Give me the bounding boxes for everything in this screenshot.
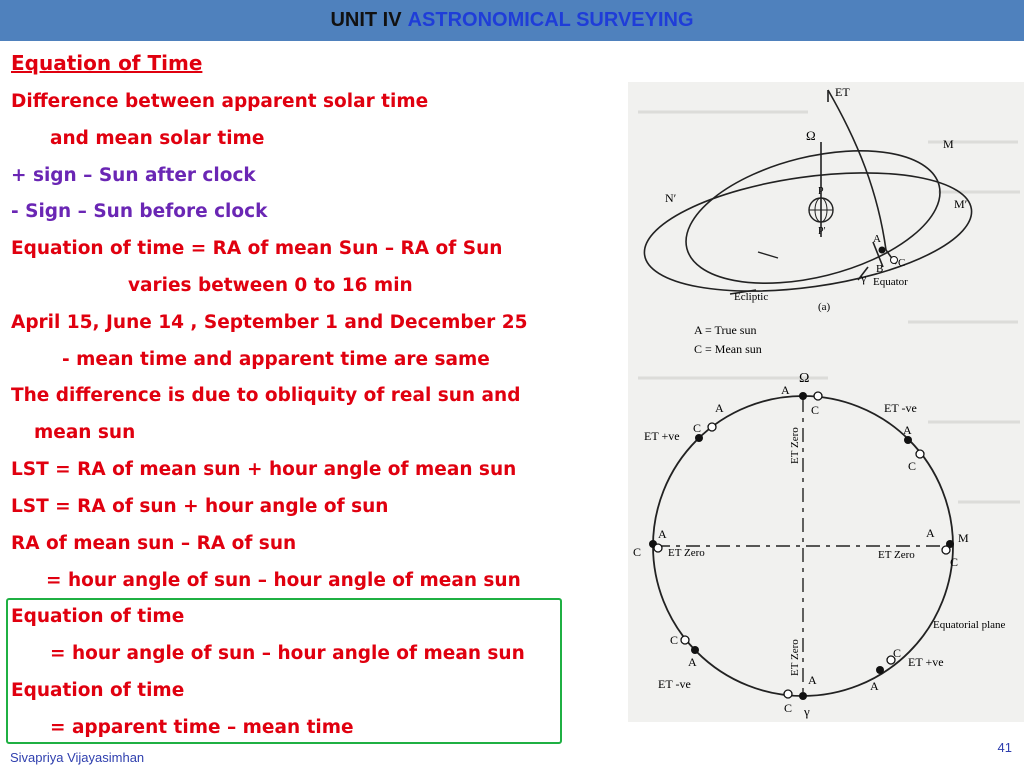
- label-n-prime: N′: [665, 191, 677, 205]
- label-b-top: B: [876, 263, 884, 275]
- circle-label-a-bottom: A: [808, 673, 817, 687]
- et-curve: [828, 90, 886, 250]
- circle-label-a-lower-left: A: [688, 655, 697, 669]
- slide-title-bar: [0, 0, 1024, 41]
- circle-label-et-zero-east: ET Zero: [878, 549, 915, 561]
- text-line-9: The difference is due to obliquity of real sun and: [11, 385, 521, 406]
- text-line-8: - mean time and apparent time are same: [62, 349, 490, 370]
- text-line-13: RA of mean sun – RA of sun: [11, 533, 297, 554]
- circle-label-omega: Ω: [799, 371, 810, 386]
- text-line-2: and mean solar time: [50, 128, 265, 149]
- subject-label: ASTRONOMICAL SURVEYING: [407, 9, 694, 31]
- unit-label: UNIT IV: [330, 9, 402, 31]
- equator-orbit: [672, 127, 953, 306]
- sphere-globe: [809, 198, 833, 222]
- circle-label-et-pos-right: ET +ve: [908, 655, 944, 669]
- figure-svg: [628, 82, 1024, 722]
- circle-label-a-top: A: [781, 383, 790, 397]
- author-footer: Sivapriya Vijayasimhan: [10, 750, 145, 765]
- text-line-16: = hour angle of sun – hour angle of mean sun: [50, 643, 525, 664]
- circle-label-et-zero-west: ET Zero: [668, 547, 705, 559]
- page-number: 41: [997, 740, 1012, 755]
- circle-label-a-lower-right: A: [870, 679, 879, 693]
- text-line-7: April 15, June 14 , September 1 and December 25: [11, 312, 528, 333]
- circle-label-c-east: C: [950, 555, 959, 569]
- equation-circle-diagram: [649, 392, 954, 700]
- circle-label-et-neg-top: ET -ve: [884, 401, 917, 415]
- text-line-14: = hour angle of sun – hour angle of mean sun: [46, 570, 521, 591]
- equation-of-time-figure: [628, 82, 1024, 722]
- circle-label-c-west: C: [633, 545, 642, 559]
- label-part-a: (a): [818, 301, 831, 313]
- text-line-18: = apparent time – mean time: [50, 717, 354, 738]
- true-sun-point: [879, 247, 886, 254]
- circle-label-equatorial-plane: Equatorial plane: [933, 619, 1006, 631]
- label-equator: Equator: [873, 276, 908, 288]
- text-line-4: - Sign – Sun before clock: [11, 201, 268, 222]
- circle-label-et-zero-bottom: ET Zero: [789, 639, 801, 676]
- label-m: M: [943, 137, 954, 151]
- label-p: P: [818, 186, 824, 197]
- circle-label-c-lower-left: C: [670, 633, 679, 647]
- label-c-top: C: [898, 257, 906, 269]
- circle-label-et-neg-bottom: ET -ve: [658, 677, 691, 691]
- circle-label-a-right: A: [903, 423, 912, 437]
- label-m-prime: M′: [954, 197, 968, 211]
- text-line-5: Equation of time = RA of mean Sun – RA of Sun: [11, 238, 503, 259]
- label-omega: Ω: [806, 128, 816, 143]
- legend-true-sun: A = True sun: [694, 323, 757, 337]
- circle-label-gamma: γ: [804, 704, 810, 719]
- circle-label-m: M: [958, 531, 969, 545]
- legend-mean-sun: C = Mean sun: [694, 342, 762, 356]
- text-line-12: LST = RA of sun + hour angle of sun: [11, 496, 389, 517]
- circle-label-et-zero-top: ET Zero: [789, 427, 801, 464]
- label-et: ET: [835, 85, 850, 99]
- text-line-3: + sign – Sun after clock: [11, 165, 256, 186]
- circle-label-a-west: A: [658, 527, 667, 541]
- text-line-6: varies between 0 to 16 min: [128, 275, 413, 296]
- circle-label-c-right: C: [908, 459, 917, 473]
- circle-label-c-bottom: C: [784, 701, 793, 715]
- circle-label-c-top: C: [811, 403, 820, 417]
- label-a-top: A: [873, 233, 881, 245]
- mean-sun-point: [891, 257, 898, 264]
- circle-label-a-east: A: [926, 526, 935, 540]
- label-gamma-top: γ: [861, 271, 867, 285]
- circle-label-c-left: C: [693, 421, 702, 435]
- circle-label-a-left: A: [715, 401, 724, 415]
- text-line-10: mean sun: [34, 422, 136, 443]
- text-line-11: LST = RA of mean sun + hour angle of mean sun: [11, 459, 517, 480]
- section-heading: Equation of Time: [11, 51, 203, 75]
- label-p-prime: P′: [818, 226, 826, 237]
- label-ecliptic: Ecliptic: [734, 291, 769, 303]
- text-line-17: Equation of time: [11, 680, 185, 701]
- text-line-1: Difference between apparent solar time: [11, 91, 429, 112]
- circle-label-et-pos-left: ET +ve: [644, 429, 680, 443]
- celestial-sphere-diagram: [637, 90, 979, 309]
- circle-label-c-lower-right: C: [893, 646, 902, 660]
- text-line-15: Equation of time: [11, 606, 185, 627]
